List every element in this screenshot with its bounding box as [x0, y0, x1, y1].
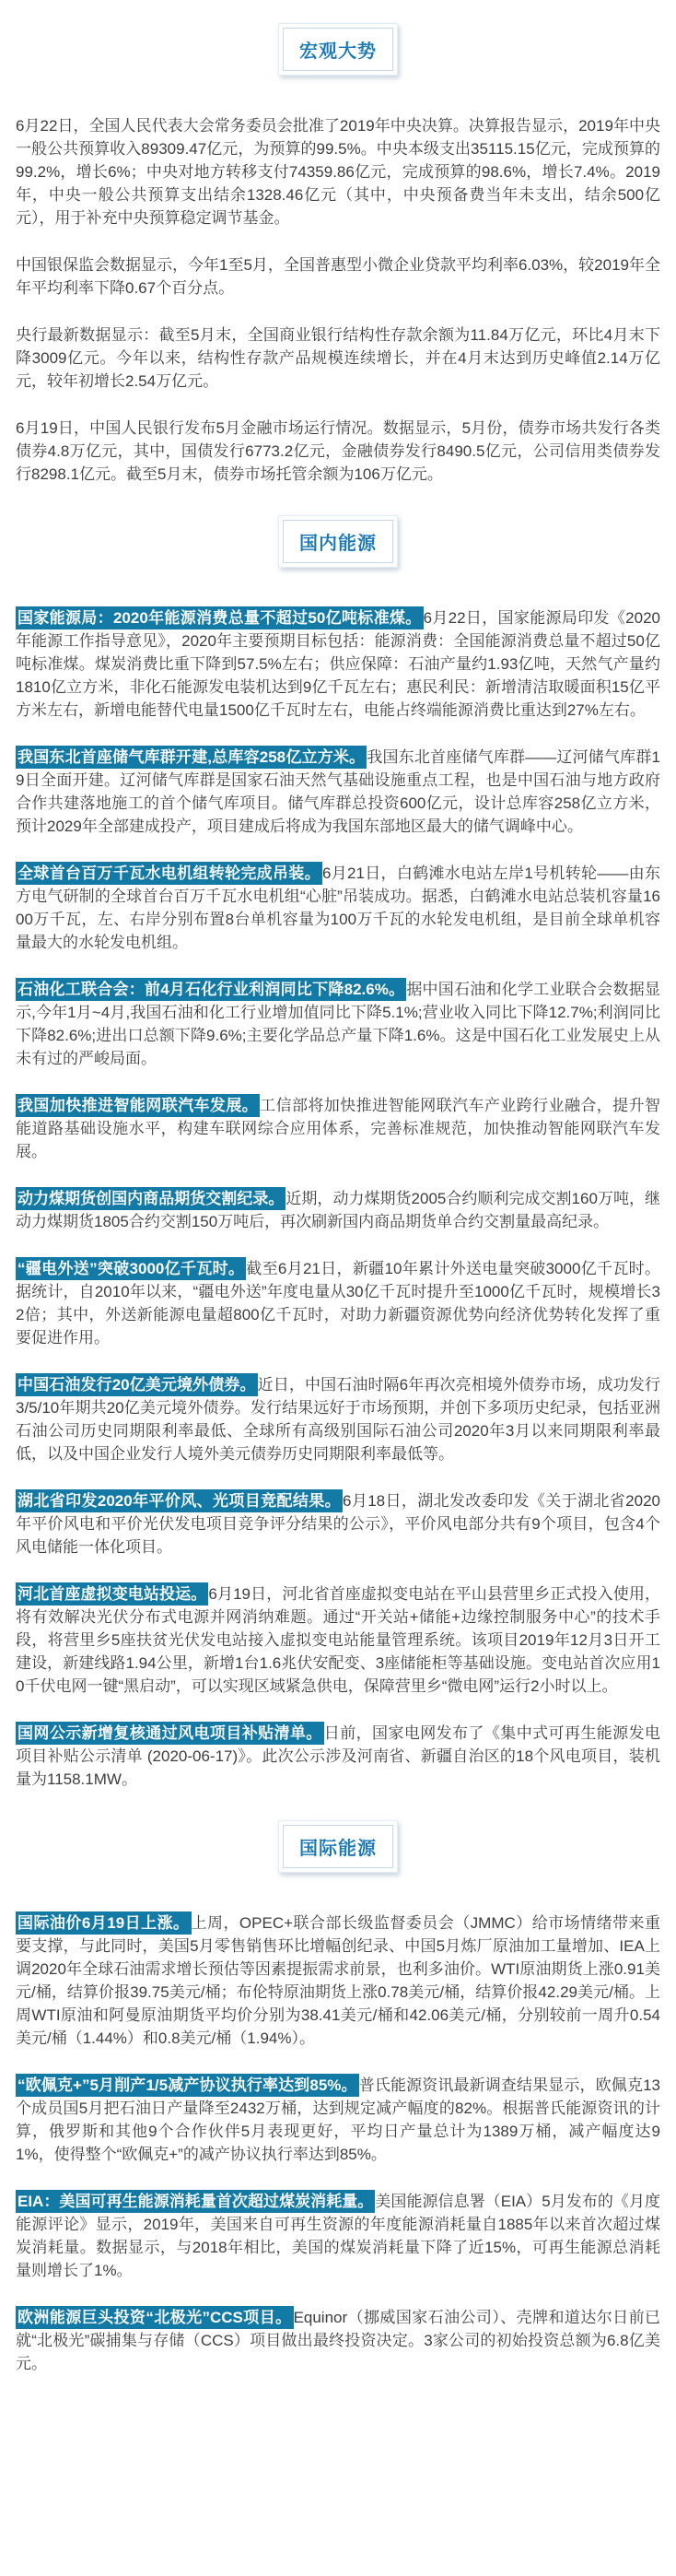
news-paragraph — [16, 978, 660, 1070]
news-paragraph — [16, 1582, 660, 1698]
news-body: 中国银保监会数据显示，今年1至5月，全国普惠型小微企业贷款平均利率6.03%，较2019年全年平均利率下降0.67个百分点。 — [16, 256, 660, 297]
news-headline: “欧佩克+”5月削产1/5减产协议执行率达到85%。 — [16, 2074, 359, 2097]
news-body: 工信部将加快推进智能网联汽车产业跨行业融合，提升智能道路基础设施水平，构建车联网综合应用体系，完善标准规范，加快推动智能网联汽车发展。 — [16, 1097, 661, 1160]
news-headline: 河北首座虚拟变电站投运。 — [16, 1582, 208, 1606]
news-body: 近期，动力煤期货2005合约顺利完成交割160万吨，继动力煤期货1805合约交割150万吨后，再次刷新国内商品期货单合约交割量最高纪录。 — [16, 1190, 661, 1230]
news-paragraph — [16, 1911, 660, 2050]
news-body: 普氏能源资讯最新调查结果显示，欧佩克13个成员国5月把石油日产量降至2432万桶，达到规定减产幅度的82%。根据普氏能源资讯的计算，俄罗斯和其他9个合作伙伴5月表现更好，平均日产量总计为1389万桶，减产幅度达91%，使得整个“欧佩克+”的减产协议执行率达到85%。 — [16, 2076, 660, 2163]
news-paragraph — [16, 2190, 660, 2282]
news-body: 日前，国家电网发布了《集中式可再生能源发电项目补贴公示清单 (2020-06-17)》。此次公示涉及河南省、新疆自治区的18个风电项目，装机量为1158.1MW。 — [16, 1724, 661, 1788]
news-headline: 湖北省印发2020年平价风、光项目竞配结果。 — [16, 1489, 343, 1512]
news-paragraph — [16, 606, 660, 722]
news-paragraph — [16, 323, 660, 393]
news-body: 美国能源信息署（EIA）5月发布的《月度能源评论》显示，2019年，美国来自可再生资源的年度能源消耗量自1885年以来首次超过煤炭消耗量。数据显示，与2018年相比，美国的煤炭消耗量下降了近15%，可再生能源总消耗量则增长了1%。 — [16, 2193, 660, 2279]
news-headline: 中国石油发行20亿美元境外债券。 — [16, 1373, 258, 1396]
news-body: 截至6月21日，新疆10年累计外送电量突破3000亿千瓦时。据统计，自2010年以来，“疆电外送”年度电量从30亿千瓦时提升至1000亿千瓦时，规模增长32倍；其中，外送新能源电量超800亿千瓦时，对助力新疆资源优势向经济优势转化发挥了重要促进作用。 — [16, 1260, 660, 1347]
news-body: Equinor（挪威国家石油公司）、壳牌和道达尔日前已就“北极光”碳捕集与存储（CCS）项目做出最终投资决定。3家公司的初始投资总额为6.8亿美元。 — [16, 2309, 660, 2372]
news-paragraph — [16, 746, 660, 838]
news-body: 6月19日，中国人民银行发布5月金融市场运行情况。数据显示，5月份，债券市场共发行各类债券4.8万亿元，其中，国债发行6773.2亿元，金融债券发行8490.5亿元，公司信用类债券发行8298.1亿元。截至5月末，债券市场托管余额为106万亿元。 — [16, 419, 660, 483]
news-body: 6月22日，全国人民代表大会常务委员会批准了2019年中央决算。决算报告显示，2019年中央一般公共预算收入89309.47亿元，为预算的99.5%。中央本级支出35115.15亿元，完成预算的99.2%，增长6%；中央对地方转移支付74359.86亿元，完成预算的98.6%，增长7.4%。2019年，中央一般公共预算支出结余1328.46亿元（其中，中央预备费当年未支出，结余500亿元），用于补充中央预算稳定调节基金。 — [16, 117, 660, 227]
news-body: 我国东北首座储气库群——辽河储气库群19日全面开建。辽河储气库群是国家石油天然气基础设施重点工程，也是中国石油与地方政府合作共建落地施工的首个储气库项目。储气库群总投资600亿元，设计总库容258亿立方米，预计2029年全部建成投产，项目建成后将成为我国东部地区最大的储气调峰中心。 — [16, 748, 660, 835]
section-title: 国内能源 — [283, 520, 393, 563]
news-paragraph — [16, 1257, 660, 1349]
section-1 — [16, 23, 660, 486]
news-body: 近日，中国石油时隔6年再次亮相境外债券市场，成功发行3/5/10年期共20亿美元境外债券。发行结果远好于市场预期，并创下多项历史纪录，包括亚洲石油公司历史同期限利率最低、全球所有高级别国际石油公司2020年3月以来同期限利率最低，以及中国企业发行人境外美元债券历史同期限利率最低等。 — [16, 1376, 660, 1463]
news-body: 央行最新数据显示：截至5月末，全国商业银行结构性存款余额为11.84万亿元，环比4月末下降3009亿元。今年以来，结构性存款产品规模连续增长，并在4月末达到历史峰值2.14万亿元，较年初增长2.54万亿元。 — [16, 326, 660, 390]
news-headline: 动力煤期货创国内商品期货交割纪录。 — [16, 1187, 286, 1210]
news-body: 6月18日，湖北发改委印发《关于湖北省2020年平价风电和平价光伏发电项目竞争评分结果的公示》，平价风电部分共有9个项目，包含4个风电储能一体化项目。 — [16, 1492, 660, 1556]
news-body: 据中国石油和化学工业联合会数据显示,今年1月~4月,我国石油和化工行业增加值同比下降5.1%;营业收入同比下降12.7%;利润同比下降82.6%;进出口总额下降9.6%;主要化学品总产量下降1.6%。这是中国石化工业发展史上从未有过的严峻局面。 — [16, 981, 661, 1067]
news-paragraph — [16, 862, 660, 954]
news-body: 上周，OPEC+联合部长级监督委员会（JMMC）给市场情绪带来重要支撑，与此同时，美国5月零售销售环比增幅创纪录、中国5月炼厂原油加工量增加、IEA上调2020年全球石油需求增长预估等因素提振需求前景，也利多油价。WTI原油期货上涨0.91美元/桶，结算价报39.75美元/桶；布伦特原油期货上涨0.78美元/桶，结算价报42.29美元/桶。上周WTI原油和阿曼原油期货平均价分别为38.41美元/桶和42.06美元/桶，分别较前一周升0.54美元/桶（1.44%）和0.8美元/桶（1.94%）。 — [16, 1914, 660, 2047]
section-title: 国际能源 — [283, 1825, 393, 1868]
section-title: 宏观大势 — [283, 28, 393, 71]
news-paragraph — [16, 2074, 660, 2166]
news-headline: 石油化工联合会：前4月石化行业利润同比下降82.6%。 — [16, 978, 406, 1001]
section-title-box — [278, 23, 398, 76]
news-headline: 国网公示新增复核通过风电项目补贴清单。 — [16, 1722, 324, 1745]
section-head — [16, 515, 660, 568]
news-headline: EIA：美国可再生能源消耗量首次超过煤炭消耗量。 — [16, 2190, 375, 2213]
section-title-box — [278, 515, 398, 568]
section-2 — [16, 515, 660, 1791]
section-head — [16, 23, 660, 76]
news-body: 6月19日，河北省首座虚拟变电站在平山县营里乡正式投入使用，将有效解决光伏分布式电源并网消纳难题。通过“开关站+储能+边缘控制服务中心”的技术手段，将营里乡5座扶贫光伏发电站接入虚拟变电站能量管理系统。该项目2019年12月3日开工建设，新建线路1.94公里，新增1台1.6兆伏安配变、3座储能柜等基础设施。变电站首次应用10千伏电网一键“黑启动”，可以实现区域紧急供电，保障营里乡“微电网”运行2小时以上。 — [16, 1585, 660, 1695]
news-paragraph — [16, 1722, 660, 1791]
news-headline: 我国加快推进智能网联汽车发展。 — [16, 1094, 260, 1117]
section-title-box — [278, 1820, 398, 1873]
news-paragraph — [16, 417, 660, 486]
news-paragraph — [16, 1489, 660, 1559]
news-paragraph — [16, 2306, 660, 2375]
news-headline: 国家能源局：2020年能源消费总量不超过50亿吨标准煤。 — [16, 606, 424, 629]
section-3 — [16, 1820, 660, 2375]
news-paragraph — [16, 1187, 660, 1233]
news-headline: 我国东北首座储气库群开建,总库容258亿立方米。 — [16, 746, 367, 769]
news-headline: “疆电外送”突破3000亿千瓦时。 — [16, 1257, 246, 1280]
news-headline: 国际油价6月19日上涨。 — [16, 1911, 192, 1935]
news-paragraph — [16, 1373, 660, 1465]
news-paragraph — [16, 253, 660, 300]
news-paragraph — [16, 114, 660, 229]
news-body: 6月22日，国家能源局印发《2020年能源工作指导意见》，2020年主要预期目标包括：能源消费：全国能源消费总量不超过50亿吨标准煤。煤炭消费比重下降到57.5%左右；供应保障：石油产量约1.93亿吨，天然气产量约1810亿立方米，非化石能源发电装机达到9亿千瓦左右；惠民利民：新增清洁取暖面积15亿平方米左右，新增电能替代电量1500亿千瓦时左右，电能占终端能源消费比重达到27%左右。 — [16, 609, 660, 719]
section-head — [16, 1820, 660, 1873]
news-paragraph — [16, 1094, 660, 1163]
news-headline: 欧洲能源巨头投资“北极光”CCS项目。 — [16, 2306, 294, 2329]
news-body: 6月21日，白鹤滩水电站左岸1号机转轮——由东方电气研制的全球首台百万千瓦水电机组“心脏”吊装成功。据悉，白鹤滩水电站总装机容量1600万千瓦，左、右岸分别布置8台单机容量为100万千瓦的水轮发电机组，是目前全球单机容量最大的水轮发电机组。 — [16, 865, 660, 951]
news-headline: 全球首台百万千瓦水电机组转轮完成吊装。 — [16, 862, 322, 885]
